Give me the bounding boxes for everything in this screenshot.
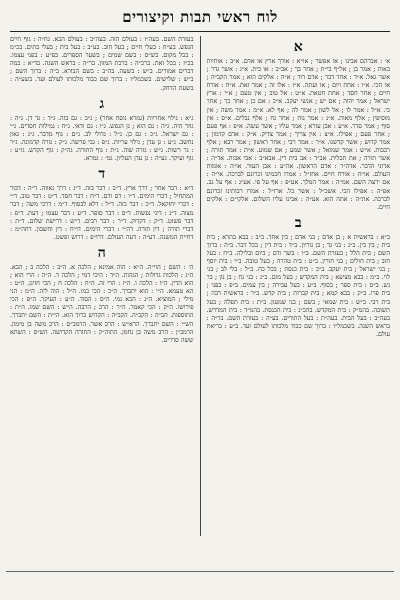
bottom-rule [6,571,394,572]
text-columns [10,36,390,536]
section-letter-gimel: ג [99,95,105,112]
column-left [10,36,194,536]
section-text-bet: ב״א : בראשית א ; בן אדם ; בני אדם ; בין אחד. ב״ב : בבא בתרא ; בית בית ; בין בין. ב״ג : בני גד ; בן גוריון. ב״ד : בית דין ; בכל דבר. ב״ה : ברוך השם ; בית הלל ; בעזרת השם. ב״ו : בשר ודם ; ביום ובלילה. ב״ח : בעל חוב ; בית חולים ; בני חורין. ב״ט : בית טהרה ; בעל טובה. ב״י : בית יוסף ; בני ישראל ; בית יעקב. ב״כ : בית כנסת ; בכל כח. ב״ל : בלי לב ; בני לוי. ב״מ : בבא מציעא ; בית המקדש ; בעל מום. ב״נ : בני נח ; בן נון ; בר נש. ב״ס : בית ספר ; בסוף. ב״ע : בעל עבירה ; בין עמים. ב״פ : בפני ; בית פרו. ב״ק : בבא קמא ; בית קברות ; בית קדש. ב״ר : בראשית רבה ; בית רבי. ב״ש : בית שמאי ; בשם ; בני שמעון. ב״ת : בית תפלה ; בעל תשובה. בהמ״ק : בית המקדש. בהכ״נ : בית הכנסת. בהמ״ד : בית המדרש. בעה״ב : בעל הבית. בעה״ת : בעל התורים. בע״ה : בעזרת השם. בר״ה : בראש השנה. בשכמל״ו : ברוך שם כבוד מלכותו לעולם ועד. ב״ע : בריאת עולם. [206,233,390,338]
section-text-bet-continued: בעזרת השם. בעה״ז : בעולם הזה. בעה״ב : בעולם הבא. גח״ה : גוף חיים הנפש. בע״ח : בעלי חיים ; בעל חוב. בע״ב : בעל בית ; בעלי בתים. בכ״מ : בכל מקום. בש״ס : בשם שמים ; בשער הספרים. בפ״ע : בפני עצמו. בכ״ז : בכל זאת. ברכ״ה : ברכת המזון. בר״ה : בראש השנה. בד״א : במה דברים אמורים. ב״ש : בשעה. בה״ב : בשם הבורא. ב״ה : ברוך השם ; ב״ש : שלישים. בשכמל״ו : ברוך שם כבוד מלכותו לעולם ועד. בשע״ה : בשעת הדחק. [10,36,194,92]
page-title: לוח ראשי תבות וקיצורים [122,8,278,26]
section-letter-he: ה [97,244,106,261]
section-text-alef: א׳ : אברהם אבינו ; או אפשר ; או״א : אורך ארץ או אדם. א״ב : אותיות באות ; אמר בן ; אל״ף בי״ת ; אחר בך ; אב״ב : או בית. א״ג : אשר גדר ; אשר גאל. א״ד : אחד דבר ; אדם דוד ; א״ה : אלקים הוא ; אמר הקב״ה ; או הכי. א״ו : אחת ויום ; או ועתה. א״ז : אלו זה ; אמר זאת. א״ח : אורח חיים ; אחר חסד ; אחת חטאת. א״ט : אל טוב ; אין טעם ; א״י : ארץ ישראל ; אמר יהוה ; אם יש ; אנשי יעקב. א״כ : אם כן ; אחר כך ; אחר כי. א״ל : אמר לו ; אל לשון ; אמר לה ; אף לא. א״מ : אמר משה ; אין מוסיפין ; אלף מאות. א״נ : אמר נוח ; אחר נח ; אלף נבלים. א״ס : אין סוף ; אמר סדר. א״ע : אבן עזרא ; אמר עליו ; אשר עשה. א״פ : אף פעם ; אחר פעם ; אפילו. א״צ : אין צריך ; אמר צדיק. א״ק : אדם קדמון ; אמר קדוש ; אשר קדשנו. א״ר : אמר רבי ; אחר ראשון ; אמר רבא ; אלף רבבות. א״ש : אמר שמואל ; אשר שמע ; אם שמוע. א״ת : אמר תורה ; אשר תורה ; את תכלית. אב״ד : אב בית דין. אבא״ב : אבי אבות. אד״ה : אדוני הדבר. אדה״ר : אדם הראשון. אה״ע : אבן העזר. או״ה : אומות העולם. או״ח : אורח חיים. אחז״ל : אמרו חכמינו זכרונם לברכה. אי״ה : אם ירצה השם. אמ״ה : אמר המלך. אע״פ : אף על פי. אע״ג : אף על גב. אפ״ה : אפילו הכי. אשכ״ל : אשר כל. ארז״ל : אמרו רבותינו זכרונם לברכה. את״ה : אתה הוא. אע״ה : אבינו עליו השלום. אלקי״ם : אלקים חיים. [206,58,390,211]
section-letter-bet: ב [294,214,302,231]
column-divider [200,36,201,536]
column-right [207,36,391,536]
section-letter-alef: א [293,39,303,55]
title-rule [10,31,390,32]
section-letter-dalet: ד [98,166,106,183]
section-text-dalet: ד״א : דבר אחר ; דרך ארץ. ד״ב : דבר בזה. ד״ג : דרך גאווה. ד״ה : דבור המתחיל ; דברי הימים. ד״ו : דם ודם. ד״ח : דבר חסד. ד״ט : דבר טוב. ד״י : דברי יחזקאל. ד״כ : דבר כזה. ד״ל : דלא לבסוף. ד״מ : דרכי משה ; דבר מצוה. ד״נ : דיני נפשות. ד״ס : דבר סופר. ד״ע : דבר עצמו ; דעת. ד״פ : דבר פשוט. ד״ק : דקדוק. ד״ר : דבר רבים. ד״ש : דרישת שלום. ד״ת : דברי תורה ; דין תורה. דה״י : דברי הימים. דו״ח : דין וחשבון. דחה״מ : דחיית המשנה. דע״ה : דעה העולם. דרו״פ : דרוש ופשט. [10,185,194,241]
section-text-gimel: ג״א : גילוי אחריות (גמרא נוסח אחר) ; ג״ב : גם בזה. ג״ד : גד דן. ג״ה : גוזר היה. ג״ה : גם הוא ; גן הנפש. ג״ו : גם ודאי. ג״ח : גמילות חסדים. ג״י : גם ישראל. ג״כ : גם כן. ג״ל : גדולי לב. ג״ם : גוף מדבר. ג״נ : גאון נחשב. ג״ע : גן עדן ; גילוי עריות. ג״פ : גבי פרשה. ג״ק : גזרה קדמונה. ג״ר : גר רשות. ג״ש : גזרה שוה. ג״ת : גוף התורה. גה״ק : גוף הקדש. גו״ע : גוף ועיקר. גע״ה : גן עדן העליון. גמ׳ : גמרא. [10,114,194,163]
section-text-he: ה׳ : השם ; הוי״ה. ה״א : הוה אמינא ; הלכה א. ה״ב : הלכה ב ; הבא. ה״ג : הלכות גדולות ; הגהות. ה״ד : היכי דמי ; הלכה ד. ה״ה : הרי הוא ; הוא הדין. ה״ו : הלכה ו. ה״ז : הרי זה. ה״ח : הלכה ח ; הכי חזינן. ה״ט : הא טעמא. ה״י : הוא יתברך. ה״כ : הכי כמו. ה״ל : הוה ליה. ה״מ : הני מילי ; המוציא. ה״נ : הכא נמי. ה״ס : הסוד. ה״ע : העיקר. ה״פ : הכי פירושו. ה״ק : הכי קאמר. ה״ר : הרב ; הרבה. ה״ש : השם שמו. ה״ת : התוספות. הב״ה : הקב״ה. הקב״ה : הקדוש ברוך הוא. הי״ת : השם יתברך. הש״י : השם יתברך. הרא״ש : הרב אשר. הרמב״ם : הרב משה בן מימון. הרמב״ן : הרב משה בן נחמן. התוה״ק : התורה הקדושה. הש״ס : השתא ששה סדרים. [10,263,194,344]
